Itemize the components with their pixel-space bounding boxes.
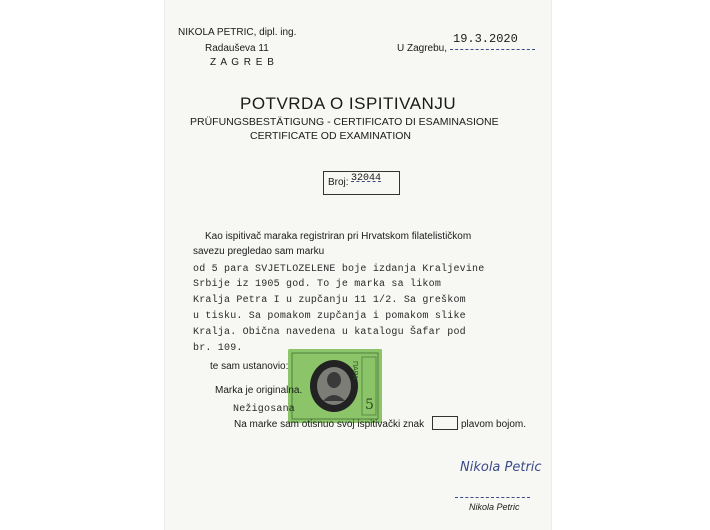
stamp-side-text: ПАРА [351, 361, 358, 380]
stamp-mark-text-end: plavom bojom. [461, 419, 527, 430]
intro-line-2: savezu pregledao sam marku [193, 246, 325, 257]
signature-printed-name: Nikola Petric [469, 502, 520, 512]
description-line-3: Kralja Petra I u zupčanju 11 1/2. Sa greškom [193, 295, 466, 306]
established-text: te sam ustanovio: [210, 361, 289, 372]
description-line-4: u tisku. Sa pomakom zupčanja i pomakom slike [193, 311, 466, 322]
stamp-mark-text: Na marke sam otisnuo svoj ispitivački znak [234, 419, 425, 430]
description-line-1: od 5 para SVJETLOZELENE boje izdanja Kraljevine [193, 264, 485, 275]
stamp-value: 5 [365, 397, 374, 413]
original-text: Marka je originalna. [215, 385, 303, 396]
handwritten-signature: Nikola Petric [460, 460, 542, 475]
place-label: U Zagrebu, [397, 43, 448, 54]
certificate-subtitle-english: CERTIFICATE OD EXAMINATION [250, 130, 412, 142]
intro-line-1: Kao ispitivač maraka registriran pri Hrvatskom filatelističkom [205, 231, 472, 242]
description-line-2: Srbije iz 1905 god. To je marka sa likom [193, 279, 442, 290]
issuer-street: Radauševa 11 [205, 43, 269, 54]
issuer-name: NIKOLA PETRIC, dipl. ing. [178, 27, 297, 38]
description-line-5: Kralja. Obična navedena u katalogu Šafar pod [193, 327, 466, 338]
date-underline [450, 49, 535, 50]
condition-text: Nežigosana [233, 404, 296, 415]
exam-mark-box [432, 416, 458, 430]
issuer-city: Z A G R E B [210, 57, 275, 68]
description-line-6: br. 109. [193, 343, 243, 354]
date-value: 19.3.2020 [453, 32, 518, 46]
number-value: 32044 [351, 173, 382, 184]
number-label: Broj: [328, 177, 349, 188]
certificate-subtitle-multilang: PRÜFUNGSBESTÄTIGUNG - CERTIFICATO DI ESAMINASIONE [190, 116, 499, 128]
signature-line [455, 497, 530, 498]
certificate-title: POTVRDA O ISPITIVANJU [240, 94, 457, 113]
